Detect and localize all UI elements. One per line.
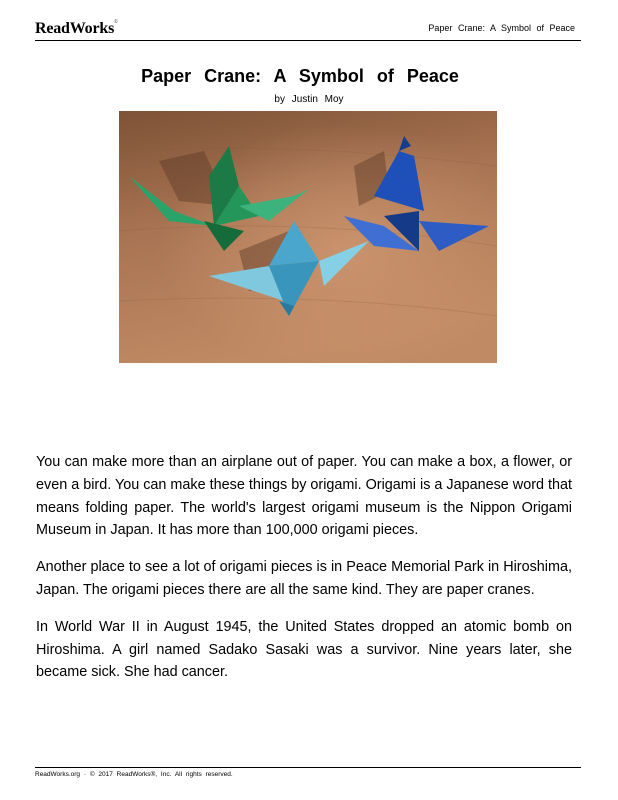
paragraph-2: Another place to see a lot of origami pieces is in Peace Memorial Park in Hiroshima, Japan. The origami pieces there are all the same kind. They are paper cranes. xyxy=(36,559,572,598)
logo-text: ReadWorks xyxy=(35,20,115,37)
paragraph-3: In World War II in August 1945, the United States dropped an atomic bomb on Hiroshima. A girl named Sadako Sasaki was a survivor. Nine years later, she became sick. She had cancer. xyxy=(36,618,572,681)
footer-divider xyxy=(35,767,581,768)
readworks-logo xyxy=(35,20,118,38)
article-body xyxy=(36,451,572,698)
article-title: Paper Crane: A Symbol of Peace xyxy=(141,66,459,86)
origami-cranes-photo xyxy=(119,111,497,363)
header-divider xyxy=(35,40,581,41)
footer-copyright: ReadWorks.org · © 2017 ReadWorks®, Inc. All rights reserved. xyxy=(35,771,233,778)
paragraph-1: You can make more than an airplane out of paper. You can make a box, a flower, or even a bird. You can make these things by origami. Origami is a Japanese word that means folding paper. The world's largest origami museum is the Nippon Origami Museum in Japan. It has more than 100,000 origami pieces. xyxy=(36,454,572,539)
page-header xyxy=(35,20,581,40)
header-doc-title: Paper Crane: A Symbol of Peace xyxy=(428,23,575,33)
logo-mark: © xyxy=(114,20,118,25)
article-byline: by Justin Moy xyxy=(274,94,344,105)
